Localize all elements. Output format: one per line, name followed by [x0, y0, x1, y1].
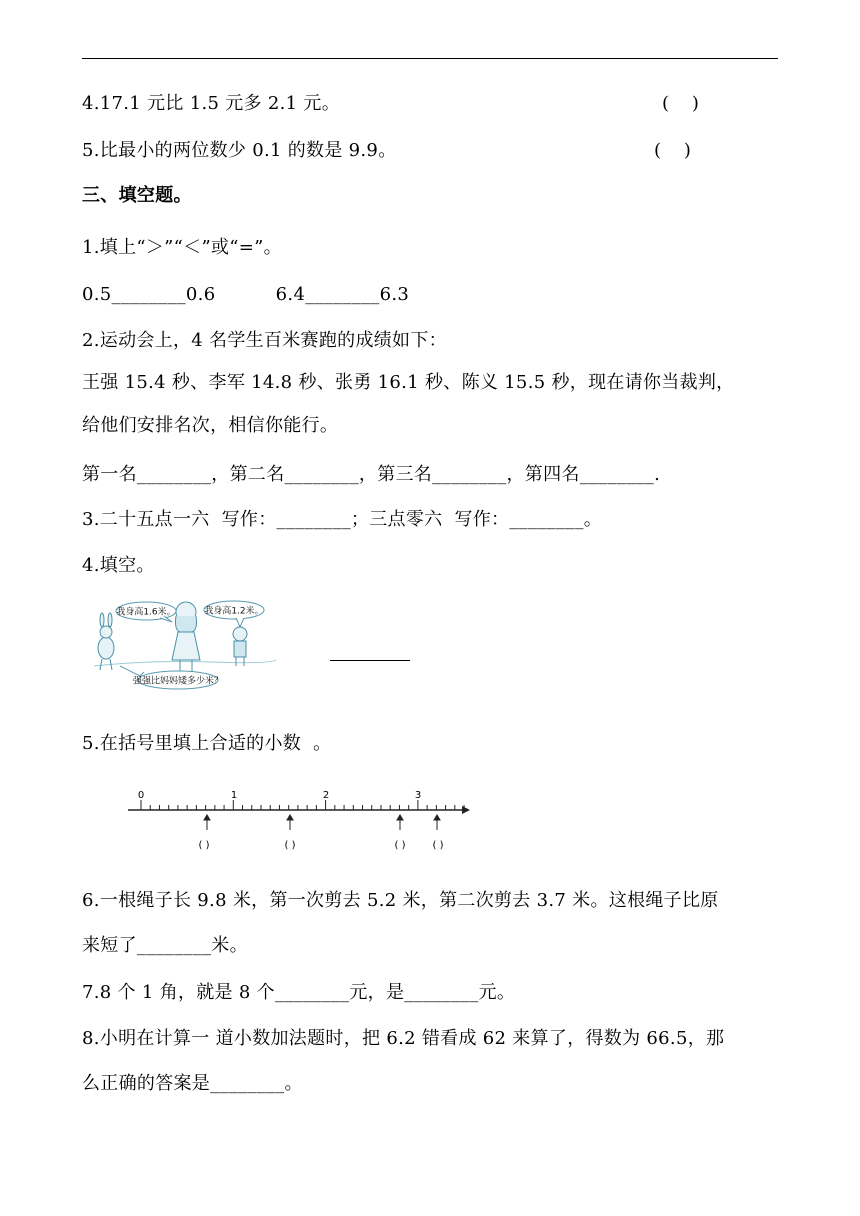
answer-paren-1[interactable]: ( ) [198, 840, 210, 851]
answer-paren-4[interactable]: ( ) [432, 840, 444, 851]
child-icon [233, 627, 247, 666]
height-comparison-illustration [90, 596, 280, 692]
question-4-answer-blank[interactable] [330, 660, 410, 661]
svg-text:我身高1.6米。: 我身高1.6米。 [116, 607, 176, 618]
fill-question-7: 7.8 个 1 角，就是 8 个________元，是________元。 [82, 982, 516, 1003]
fill-question-6-line2: 来短了________米。 [82, 935, 248, 956]
fill-question-6-line1: 6.一根绳子长 9.8 米，第一次剪去 5.2 米，第二次剪去 3.7 米。这根绳子比原 [82, 890, 719, 911]
answer-paren-2[interactable]: ( ) [284, 840, 296, 851]
fill-question-8-line2: 么正确的答案是________。 [82, 1073, 303, 1094]
fill-question-1-row: 0.5________0.6 6.4________6.3 [82, 284, 410, 305]
rabbit-icon [98, 613, 114, 670]
number-line-label-2: 2 [322, 790, 330, 801]
svg-text:我身高1.2米。: 我身高1.2米。 [204, 606, 264, 617]
speech-bubble-left [116, 602, 176, 622]
fill-question-8-line1: 8.小明在计算一 道小数加法题时，把 6.2 错看成 62 来算了，得数为 66.5，那 [82, 1028, 725, 1049]
tf-answer-paren-5[interactable]: ( ) [654, 140, 691, 161]
number-line-label-0: 0 [137, 790, 145, 801]
number-line-label-3: 3 [414, 790, 422, 801]
fill-question-2-line2: 给他们安排名次，相信你能行。 [82, 415, 339, 436]
fill-question-2-intro: 2.运动会上，4 名学生百米赛跑的成绩如下： [82, 330, 447, 351]
svg-text:强强比妈妈矮多少米？: 强强比妈妈矮多少米？ [132, 676, 224, 687]
number-line-ticks [141, 800, 464, 810]
arrow-head-3 [397, 815, 403, 820]
number-line-label-1: 1 [230, 790, 238, 801]
arrow-head-4 [434, 815, 440, 820]
speech-bubble-right [204, 601, 264, 627]
fill-question-2-line1: 王强 15.4 秒、李军 14.8 秒、张勇 16.1 秒、陈义 15.5 秒，现在请你当裁判， [82, 372, 735, 393]
fill-question-4: 4.填空。 [82, 555, 155, 576]
tf-question-4: 4.17.1 元比 1.5 元多 2.1 元。 [82, 93, 341, 114]
header-rule [82, 58, 778, 59]
fill-question-5: 5.在括号里填上合适的小数 。 [82, 733, 332, 754]
tf-answer-paren-4[interactable]: ( ) [662, 93, 699, 114]
fill-question-1: 1.填上“＞”“＜”或“=”。 [82, 237, 282, 258]
fill-question-2-answer: 第一名________，第二名________，第三名________，第四名________. [82, 464, 661, 485]
arrow-head-1 [204, 815, 210, 820]
tf-question-5: 5.比最小的两位数少 0.1 的数是 9.9。 [82, 140, 397, 161]
arrow-head-2 [287, 815, 293, 820]
number-line-arrowhead [462, 806, 470, 814]
answer-paren-3[interactable]: ( ) [394, 840, 406, 851]
fill-question-3: 3.二十五点一六 写作：________；三点零六 写作：________。 [82, 509, 603, 530]
number-line [124, 782, 472, 854]
section-title-fill-in: 三、填空题。 [82, 185, 192, 206]
speech-bubble-bottom [120, 666, 223, 689]
girl-icon [172, 602, 200, 674]
